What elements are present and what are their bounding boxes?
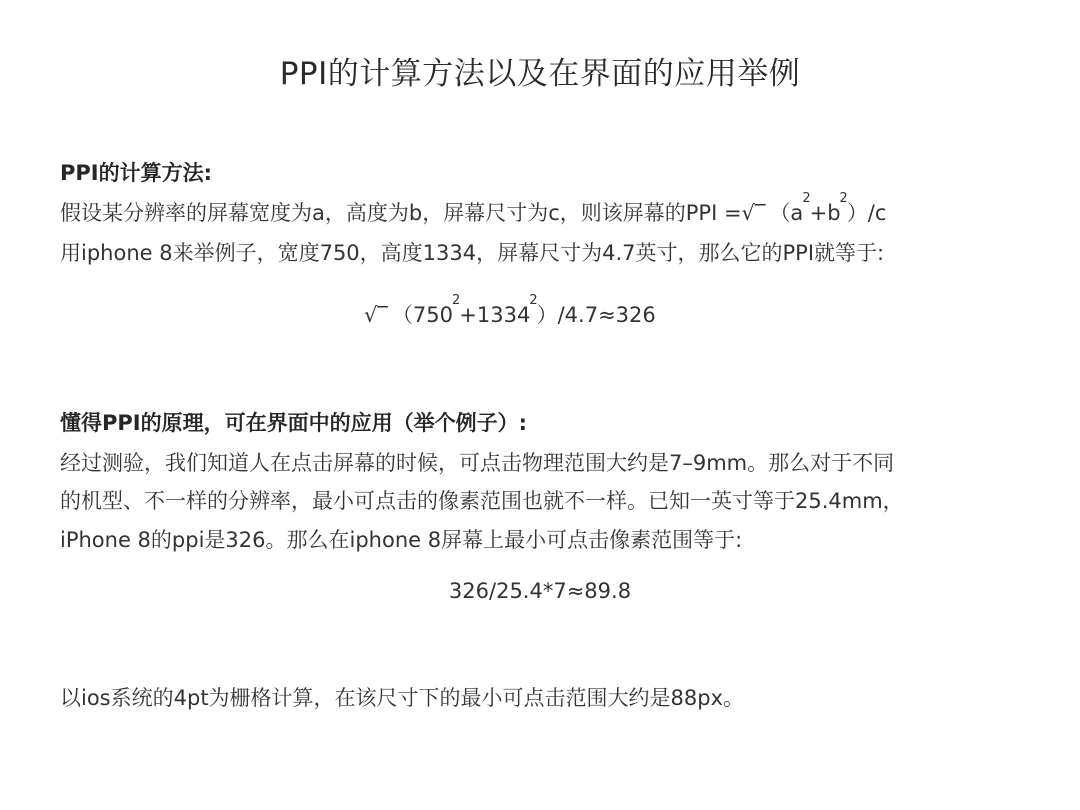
iphone8-example-line: 用iphone 8来举例子，宽度750，高度1334，屏幕尺寸为4.7英寸，那么它的PPI就等于: xyxy=(60,241,885,265)
formula-plus-b: +b xyxy=(809,201,841,225)
formula-height: +1334 xyxy=(459,303,531,327)
ppi-definition-line xyxy=(60,191,887,232)
page-title: PPI的计算方法以及在界面的应用举例 xyxy=(279,56,801,92)
exponent-b: 2 xyxy=(839,191,848,206)
section-heading-application: 懂得PPI的原理，可在界面中的应用（举个例子）: xyxy=(60,411,527,435)
formula-width: （750 xyxy=(391,303,453,327)
exponent-a: 2 xyxy=(802,191,811,206)
formula-close-c: ）/c xyxy=(846,201,887,225)
ppi-formula xyxy=(364,293,656,334)
sqrt-symbol: √‾ xyxy=(364,303,388,327)
sqrt-symbol: √‾ xyxy=(741,201,766,225)
exponent-height: 2 xyxy=(529,293,538,308)
section-heading-calculation: PPI的计算方法: xyxy=(60,161,212,185)
formula-open-a: （a xyxy=(769,201,804,225)
formula-result: ）/4.7≈326 xyxy=(536,303,656,327)
conclusion-line: 以ios系统的4pt为栅格计算，在该尺寸下的最小可点击范围大约是88px。 xyxy=(60,686,745,710)
paragraph-line: 的机型、不一样的分辨率，最小可点击的像素范围也就不一样。已知一英寸等于25.4mm， xyxy=(60,489,904,513)
tap-size-formula: 326/25.4*7≈89.8 xyxy=(448,579,632,603)
exponent-width: 2 xyxy=(451,293,461,308)
ppi-definition-text: 假设某分辨率的屏幕宽度为a，高度为b，屏幕尺寸为c，则该屏幕的PPI = xyxy=(60,201,742,225)
paragraph-line: 经过测验，我们知道人在点击屏幕的时候，可点击物理范围大约是7–9mm。那么对于不同 xyxy=(60,451,895,475)
paragraph-line: iPhone 8的ppi是326。那么在iphone 8屏幕上最小可点击像素范围等于: xyxy=(60,528,743,552)
